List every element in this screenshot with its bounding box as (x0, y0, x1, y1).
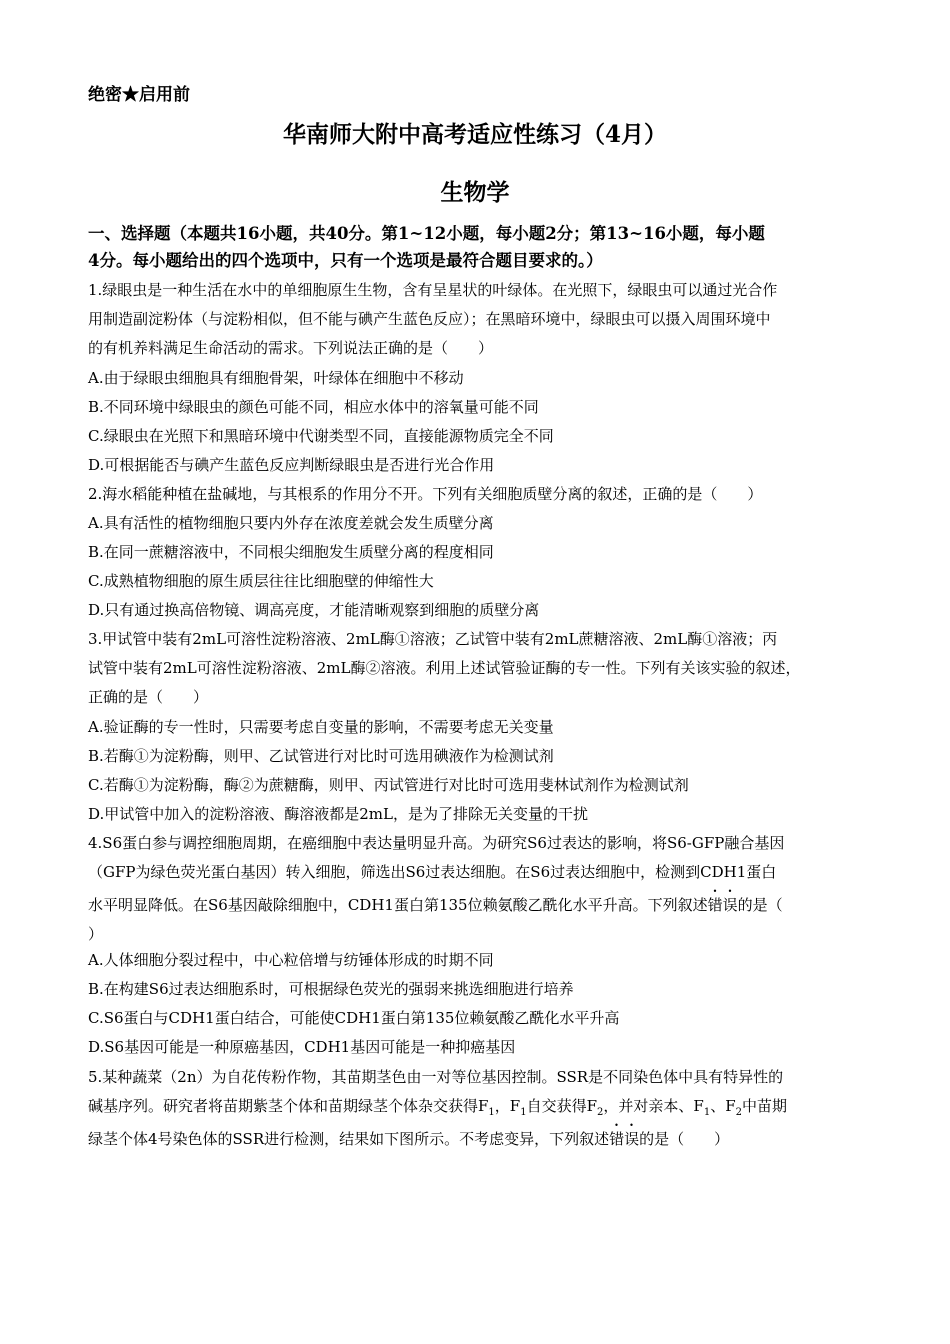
question-2-option-a: A.具有活性的植物细胞只要内外存在浓度差就会发生质壁分离 (88, 514, 494, 532)
question-line: 1.绿眼虫是一种生活在水中的单细胞原生生物，含有呈星状的叶绿体。在光照下，绿眼虫可以通过光合作 (88, 281, 778, 299)
question-line: 正确的是（ ） (88, 688, 209, 706)
subscript: 1 (488, 1107, 495, 1118)
question-text: 的是（ ） (639, 1130, 730, 1148)
question-line: 3.甲试管中装有2mL可溶性淀粉溶液、2mL酶①溶液；乙试管中装有2mL蔗糖溶液、2mL酶①溶液；丙 (88, 630, 778, 648)
emphasized-word: 错误 (609, 1130, 640, 1148)
question-4-option-a: A.人体细胞分裂过程中，中心粒倍增与纺锤体形成的时期不同 (88, 951, 494, 969)
question-text: 、F (710, 1097, 736, 1115)
question-text: 绿茎个体4号染色体的SSR进行检测，结果如下图所示。不考虑变异，下列叙述 (88, 1130, 610, 1148)
question-1-stem (88, 276, 872, 363)
question-1-option-d: D.可根据能否与碘产生蓝色反应判断绿眼虫是否进行光合作用 (88, 456, 495, 474)
question-line: （GFP为绿色荧光蛋白基因）转入细胞，筛选出S6过表达细胞。在S6过表达细胞中，检测到CDH1蛋白 (88, 863, 777, 881)
question-line (88, 1092, 872, 1121)
question-line: 5.某种蔬菜（2n）为自花传粉作物，其苗期茎色由一对等位基因控制。SSR是不同染色体中具有特异性的 (88, 1068, 784, 1086)
question-line: 用制造副淀粉体（与淀粉相似，但不能与碘产生蓝色反应）；在黑暗环境中，绿眼虫可以摄入周围环境中 (88, 310, 771, 328)
question-2-option-b: B.在同一蔗糖溶液中，不同根尖细胞发生质壁分离的程度相同 (88, 543, 494, 561)
subscript: 2 (735, 1107, 742, 1118)
question-1-option-b: B.不同环境中绿眼虫的颜色可能不同，相应水体中的溶氧量可能不同 (88, 398, 539, 416)
question-5-stem (88, 1063, 872, 1154)
question-line: 4.S6蛋白参与调控细胞周期，在癌细胞中表达量明显升高。为研究S6过表达的影响，将S6-GFP融合基因 (88, 834, 785, 852)
question-3-option-a: A.验证酶的专一性时，只需要考虑自变量的影响，不需要考虑无关变量 (88, 718, 554, 736)
exam-title: 华南师大附中高考适应性练习（4月） (282, 121, 667, 148)
subscript: 2 (597, 1107, 604, 1118)
question-text: 的是（ (737, 896, 783, 914)
subscript: 1 (703, 1107, 711, 1118)
question-4-option-b: B.在构建S6过表达细胞系时，可根据绿色荧光的强弱来挑选细胞进行培养 (88, 980, 574, 998)
question-line: 的有机养料满足生命活动的需求。下列说法正确的是（ ） (88, 339, 494, 357)
question-4-stem (88, 829, 872, 949)
emphasized-word: 错误 (707, 896, 738, 914)
question-text: 碱基序列。研究者将苗期紫茎个体和苗期绿茎个体杂交获得F (88, 1097, 489, 1115)
section-heading (88, 220, 868, 274)
question-text: ，F (494, 1097, 521, 1115)
question-2-option-d: D.只有通过换高倍物镜、调高亮度，才能清晰观察到细胞的质壁分离 (88, 601, 540, 619)
question-2-option-c: C.成熟植物细胞的原生质层往往比细胞壁的伸缩性大 (88, 572, 434, 590)
question-1-option-a: A.由于绿眼虫细胞具有细胞骨架，叶绿体在细胞中不移动 (88, 369, 464, 387)
question-text: ，并对亲本、F (603, 1097, 704, 1115)
question-text: 自交获得F (526, 1097, 598, 1115)
subscript: 1 (520, 1107, 527, 1118)
question-3-stem (88, 625, 872, 712)
question-4-option-c: C.S6蛋白与CDH1蛋白结合，可能使CDH1蛋白第135位赖氨酸乙酰化水平升高 (88, 1009, 620, 1027)
question-line: 2.海水稻能种植在盐碱地，与其根系的作用分不开。下列有关细胞质壁分离的叙述，正确的是（ ） (88, 485, 763, 503)
question-3-option-b: B.若酶①为淀粉酶，则甲、乙试管进行对比时可选用碘液作为检测试剂 (88, 747, 554, 765)
question-4-option-d: D.S6基因可能是一种原癌基因，CDH1基因可能是一种抑癌基因 (88, 1038, 516, 1056)
subject-title: 生物学 (440, 179, 510, 206)
question-line: ） (88, 925, 104, 943)
section-heading-line: 一、选择题（本题共16小题，共40分。第1~12小题，每小题2分；第13~16小题，每小题 (88, 224, 765, 243)
question-text: 水平明显降低。在S6基因敲除细胞中，CDH1蛋白第135位赖氨酸乙酰化水平升高。下列叙述 (88, 896, 708, 914)
question-3-option-c: C.若酶①为淀粉酶，酶②为蔗糖酶，则甲、丙试管进行对比时可选用斐林试剂作为检测试剂 (88, 776, 689, 794)
question-line: 试管中装有2mL可溶性淀粉溶液、2mL酶②溶液。利用上述试管验证酶的专一性。下列有关该实验的叙述， (88, 659, 801, 677)
question-text: 中苗期 (741, 1097, 787, 1115)
question-3-option-d: D.甲试管中加入的淀粉溶液、酶溶液都是2mL，是为了排除无关变量的干扰 (88, 805, 588, 823)
section-heading-line: 4分。每小题给出的四个选项中，只有一个选项是最符合题目要求的。） (88, 251, 603, 270)
question-line (88, 1121, 872, 1154)
question-2-stem (88, 480, 872, 509)
question-1-option-c: C.绿眼虫在光照下和黑暗环境中代谢类型不同，直接能源物质完全不同 (88, 427, 554, 445)
question-line (88, 887, 872, 920)
confidential-label: 绝密★启用前 (88, 85, 190, 105)
